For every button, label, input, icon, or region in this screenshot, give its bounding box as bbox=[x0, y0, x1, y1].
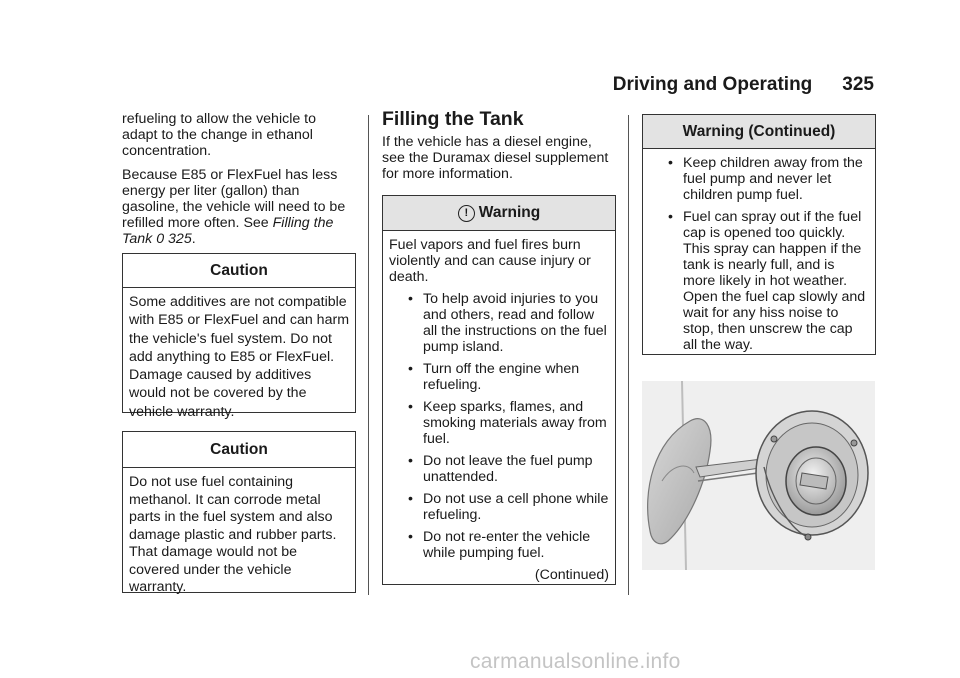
paragraph-e85-text: Because E85 or FlexFuel has less energy per liter (gallon) than gasoline, the vehicle will need to be refilled more often. See bbox=[122, 167, 346, 231]
bullet-text: Fuel can spray out if the fuel cap is opened too quickly. This spray can happen if the tank is nearly full, and is more likely in hot weather. Open the fuel cap slowly and wait for any hiss noise to stop, then unscrew the cap all the way. bbox=[683, 209, 866, 353]
bullet: • bbox=[408, 453, 413, 469]
paragraph-refueling: refueling to allow the vehicle to adapt to the change in ethanol concentration. bbox=[122, 111, 317, 159]
continued-label: (Continued) bbox=[534, 567, 609, 583]
warning-title: Warning (Continued) bbox=[643, 115, 875, 149]
list-item bbox=[389, 291, 609, 355]
warning-body bbox=[643, 149, 875, 365]
bullet: • bbox=[408, 491, 413, 507]
column-divider bbox=[628, 115, 629, 595]
warning-header bbox=[383, 196, 615, 231]
warning-intro: Fuel vapors and fuel fires burn violently and can cause injury or death. bbox=[389, 237, 591, 285]
list-item bbox=[389, 453, 609, 485]
caution-title: Caution bbox=[123, 432, 355, 468]
caution-box-additives bbox=[122, 253, 356, 420]
warning-box-fuel bbox=[382, 195, 616, 585]
bullet-text: Do not use a cell phone while refueling. bbox=[423, 491, 609, 523]
warning-icon: ! bbox=[458, 205, 475, 222]
warning-title: Warning bbox=[478, 204, 541, 221]
bullet-text: Turn off the engine when refueling. bbox=[423, 361, 580, 393]
bullet: • bbox=[408, 399, 413, 415]
page-header bbox=[613, 74, 874, 96]
caution-title: Caution bbox=[123, 254, 355, 288]
bullet: • bbox=[408, 529, 413, 545]
list-item bbox=[649, 155, 869, 203]
bullet-text: Do not leave the fuel pump unattended. bbox=[423, 453, 593, 485]
bullet: • bbox=[408, 361, 413, 377]
filling-tank-link[interactable]: Filling the Tank bbox=[122, 215, 334, 247]
paragraph-diesel: If the vehicle has a diesel engine, see the Duramax diesel supplement for more information. bbox=[382, 134, 609, 182]
bullet: • bbox=[408, 291, 413, 307]
caution-box-methanol bbox=[122, 431, 356, 593]
list-item bbox=[649, 209, 869, 353]
section-heading: Filling the Tank bbox=[382, 108, 524, 130]
bullet: • bbox=[668, 209, 673, 225]
bullet: • bbox=[668, 155, 673, 171]
paragraph-e85-end: . bbox=[191, 231, 196, 247]
bullet-text: Keep sparks, flames, and smoking materials away from fuel. bbox=[423, 399, 607, 447]
left-column bbox=[122, 111, 354, 255]
paragraph-e85 bbox=[122, 167, 354, 247]
page-reference[interactable]: 0 325 bbox=[156, 231, 192, 247]
fuel-door-drawing bbox=[642, 381, 875, 570]
bullet-text: Do not re-enter the vehicle while pumping fuel. bbox=[423, 529, 591, 561]
caution-body: Some additives are not compatible with E85 or FlexFuel and can harm the vehicle's fuel system. Do not add anything to E85 or FlexFuel. Damage caused by additives would not be covered by the vehicle warranty. bbox=[129, 294, 350, 420]
page-number: 325 bbox=[842, 74, 874, 95]
column-divider bbox=[368, 115, 369, 595]
warning-body bbox=[383, 231, 615, 590]
bullet-text: To help avoid injuries to you and others, read and follow all the instructions on the fuel pump island. bbox=[423, 291, 607, 355]
middle-column bbox=[382, 108, 614, 190]
list-item bbox=[389, 361, 609, 393]
list-item bbox=[389, 491, 609, 523]
list-item bbox=[389, 399, 609, 447]
caution-body: Do not use fuel containing methanol. It can corrode metal parts in the fuel system and also damage plastic and rubber parts. That damage would not be covered under the vehicle warranty. bbox=[129, 474, 337, 595]
fuel-door-illustration bbox=[642, 381, 875, 570]
warning-box-continued bbox=[642, 114, 876, 355]
watermark: carmanualsonline.info bbox=[470, 650, 681, 673]
section-title: Driving and Operating bbox=[612, 74, 813, 95]
bullet-text: Keep children away from the fuel pump and never let children pump fuel. bbox=[683, 155, 863, 203]
list-item bbox=[389, 529, 609, 561]
